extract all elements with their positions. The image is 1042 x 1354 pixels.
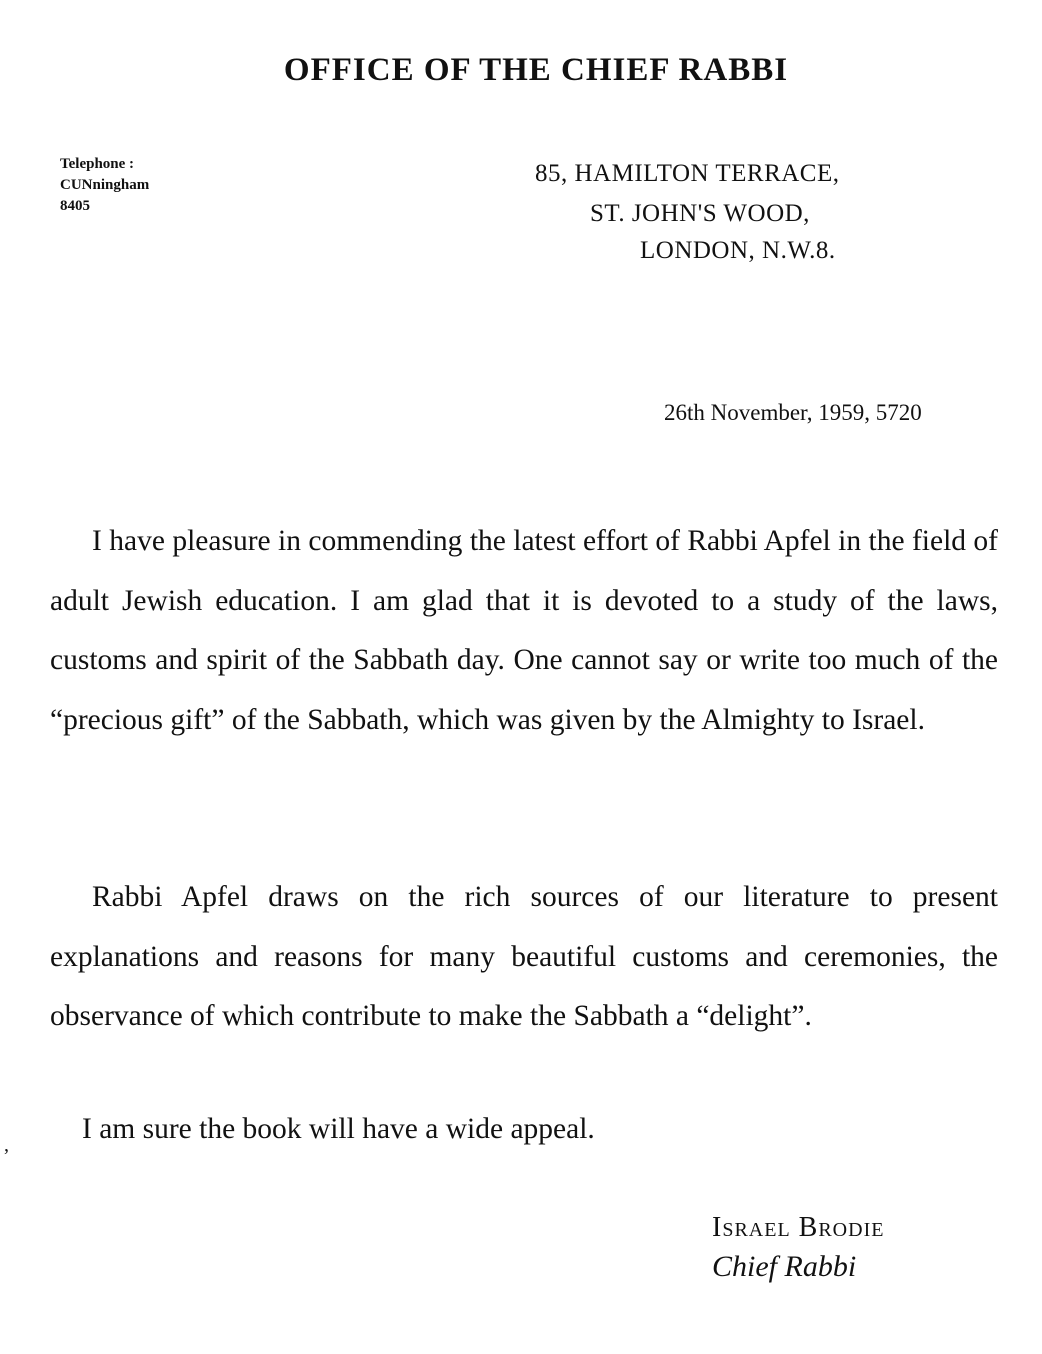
stray-ink-mark: , xyxy=(4,1134,9,1156)
letter-date: 26th November, 1959, 5720 xyxy=(664,400,922,425)
signature-title: Chief Rabbi xyxy=(712,1250,857,1283)
telephone-label: Telephone : xyxy=(60,156,135,172)
signature-name: Israel Brodie xyxy=(712,1212,885,1243)
letterhead-title: OFFICE OF THE CHIEF RABBI xyxy=(283,52,789,88)
telephone-number: 8405 xyxy=(60,198,90,214)
body-paragraph-2: Rabbi Apfel draws on the rich sources of our literature to present explanations and reasons for many beautiful customs and ceremonies, the observance of which contribute to make the Sabbath a “delight”. xyxy=(50,881,998,1032)
telephone-exchange: CUNningham xyxy=(60,177,150,193)
address-line-1: 85, HAMILTON TERRACE, xyxy=(535,160,840,187)
address-line-3: LONDON, N.W.8. xyxy=(640,237,836,264)
body-paragraph-3: I am sure the book will have a wide appeal. xyxy=(82,1113,595,1145)
address-line-2: ST. JOHN'S WOOD, xyxy=(590,200,810,227)
body-paragraph-1: I have pleasure in commending the latest effort of Rabbi Apfel in the field of adult Jewish education. I am glad that it is devoted to a study of the laws, customs and spirit of the Sabbath day. One cannot say or write too much of the “precious gift” of the Sabbath, which was given by the Almighty to Israel. xyxy=(50,525,998,736)
telephone-block xyxy=(60,154,149,217)
